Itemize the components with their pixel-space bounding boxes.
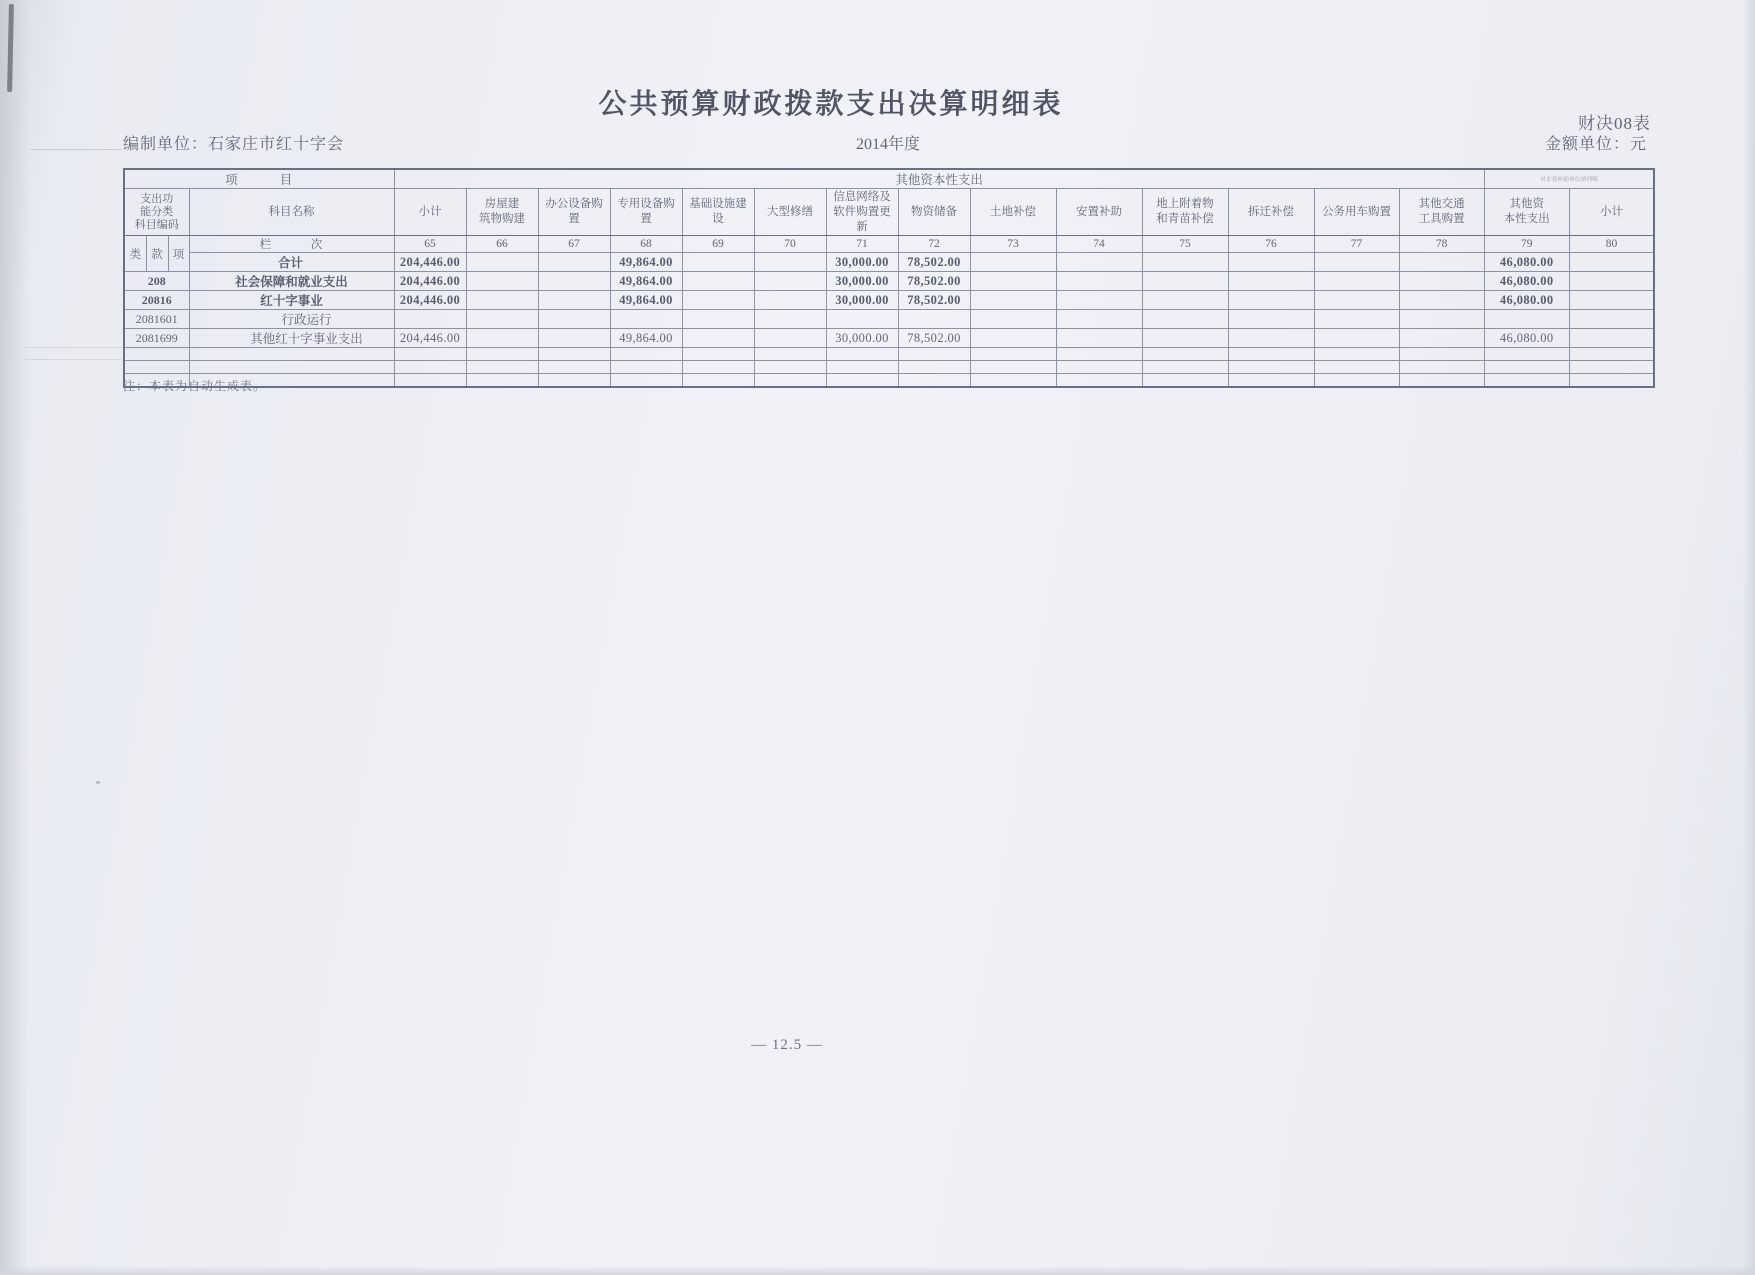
value-cell-73 xyxy=(970,348,1056,361)
value-cell-65 xyxy=(394,310,466,329)
column-index-72: 72 xyxy=(898,236,970,253)
column-index-68: 68 xyxy=(610,236,682,253)
row-code-cell xyxy=(124,348,189,361)
value-cell-78 xyxy=(1399,361,1484,374)
value-cell-68 xyxy=(610,374,682,387)
column-index-74: 74 xyxy=(1056,236,1142,253)
value-cell-66 xyxy=(466,291,538,310)
value-cell-76 xyxy=(1228,361,1314,374)
value-cell-71: 30,000.00 xyxy=(826,253,898,272)
value-cell-76 xyxy=(1228,310,1314,329)
group-header-cell: 其他资本性支出 xyxy=(394,169,1484,189)
row-code-cell: 2081699 xyxy=(124,329,189,348)
value-cell-77 xyxy=(1314,329,1399,348)
column-header-78: 其他交通 工具购置 xyxy=(1399,189,1484,236)
value-cell-79: 46,080.00 xyxy=(1484,329,1569,348)
value-cell-67 xyxy=(538,272,610,291)
scan-artifact-line xyxy=(25,359,122,360)
value-cell-79: 46,080.00 xyxy=(1484,272,1569,291)
value-cell-65 xyxy=(394,348,466,361)
corner-note-cell xyxy=(1484,169,1654,189)
table-row xyxy=(124,272,1654,291)
scan-edge-shadow-left xyxy=(0,0,30,1275)
column-header-76: 拆迁补偿 xyxy=(1228,189,1314,236)
empty-row xyxy=(124,374,1654,387)
value-cell-69 xyxy=(682,361,754,374)
value-cell-71 xyxy=(826,310,898,329)
value-cell-70 xyxy=(754,310,826,329)
column-header-73: 土地补偿 xyxy=(970,189,1056,236)
value-cell-69 xyxy=(682,272,754,291)
value-cell-75 xyxy=(1142,272,1228,291)
value-cell-77 xyxy=(1314,348,1399,361)
value-cell-66 xyxy=(466,310,538,329)
form-code: 财决08表 xyxy=(1578,114,1651,133)
column-index-65: 65 xyxy=(394,236,466,253)
value-cell-72 xyxy=(898,348,970,361)
column-index-69: 69 xyxy=(682,236,754,253)
value-cell-67 xyxy=(538,348,610,361)
code-header-line: 科目编码 xyxy=(134,218,179,231)
value-cell-73 xyxy=(970,361,1056,374)
value-cell-70 xyxy=(754,348,826,361)
column-index-77: 77 xyxy=(1314,236,1399,253)
value-cell-78 xyxy=(1399,272,1484,291)
value-cell-72: 78,502.00 xyxy=(898,329,970,348)
value-cell-67 xyxy=(538,361,610,374)
value-cell-69 xyxy=(682,310,754,329)
value-cell-66 xyxy=(466,374,538,387)
value-cell-68: 49,864.00 xyxy=(610,272,682,291)
value-cell-65: 204,446.00 xyxy=(394,329,466,348)
value-cell-78 xyxy=(1399,348,1484,361)
value-cell-73 xyxy=(970,272,1056,291)
value-cell-79 xyxy=(1484,374,1569,387)
value-cell-77 xyxy=(1314,291,1399,310)
value-cell-77 xyxy=(1314,310,1399,329)
code-header-line: 能分类 xyxy=(140,205,174,218)
row-name-cell: 红十字事业 xyxy=(189,291,394,310)
code-header-cell xyxy=(124,189,189,236)
value-cell-76 xyxy=(1228,253,1314,272)
value-cell-72: 78,502.00 xyxy=(898,253,970,272)
value-cell-72 xyxy=(898,361,970,374)
value-cell-75 xyxy=(1142,374,1228,387)
row-name-cell: 行政运行 xyxy=(189,310,394,329)
value-cell-77 xyxy=(1314,253,1399,272)
value-cell-68: 49,864.00 xyxy=(610,291,682,310)
value-cell-70 xyxy=(754,253,826,272)
column-header-65: 小计 xyxy=(394,189,466,236)
row-code-cell: 208 xyxy=(124,272,189,291)
value-cell-71: 30,000.00 xyxy=(826,329,898,348)
value-cell-75 xyxy=(1142,361,1228,374)
value-cell-75 xyxy=(1142,329,1228,348)
expenditure-detail-table xyxy=(123,168,1655,388)
column-header-75: 地上附着物 和青苗补偿 xyxy=(1142,189,1228,236)
value-cell-70 xyxy=(754,272,826,291)
value-cell-68: 49,864.00 xyxy=(610,253,682,272)
value-cell-69 xyxy=(682,348,754,361)
table-row xyxy=(124,329,1654,348)
value-cell-67 xyxy=(538,310,610,329)
value-cell-78 xyxy=(1399,310,1484,329)
value-cell-69 xyxy=(682,374,754,387)
value-cell-76 xyxy=(1228,272,1314,291)
value-cell-76 xyxy=(1228,329,1314,348)
value-cell-74 xyxy=(1056,374,1142,387)
table-row xyxy=(124,291,1654,310)
value-cell-73 xyxy=(970,253,1056,272)
value-cell-71 xyxy=(826,374,898,387)
column-index-70: 70 xyxy=(754,236,826,253)
column-index-row xyxy=(124,236,1654,253)
value-cell-70 xyxy=(754,374,826,387)
value-cell-73 xyxy=(970,374,1056,387)
value-cell-67 xyxy=(538,291,610,310)
value-cell-71 xyxy=(826,361,898,374)
empty-row xyxy=(124,348,1654,361)
row-code-cell: 20816 xyxy=(124,291,189,310)
value-cell-65: 204,446.00 xyxy=(394,291,466,310)
value-cell-68: 49,864.00 xyxy=(610,329,682,348)
value-cell-80 xyxy=(1569,348,1654,361)
value-cell-71: 30,000.00 xyxy=(826,291,898,310)
value-cell-76 xyxy=(1228,348,1314,361)
row-code-cell xyxy=(124,361,189,374)
value-cell-79 xyxy=(1484,361,1569,374)
subject-header-cell: 科目名称 xyxy=(189,189,394,236)
prepared-by: 编制单位：石家庄市红十字会 xyxy=(123,136,345,153)
value-cell-75 xyxy=(1142,310,1228,329)
scan-artifact-line xyxy=(30,149,122,150)
value-cell-65: 204,446.00 xyxy=(394,253,466,272)
code-subcol-kuan: 款 xyxy=(146,236,168,272)
code-subcol-xiang: 项 xyxy=(168,236,189,272)
value-cell-74 xyxy=(1056,310,1142,329)
value-cell-75 xyxy=(1142,253,1228,272)
value-cell-78 xyxy=(1399,253,1484,272)
value-cell-69 xyxy=(682,253,754,272)
value-cell-73 xyxy=(970,329,1056,348)
value-cell-77 xyxy=(1314,374,1399,387)
scan-edge-shadow-bottom xyxy=(0,1266,1755,1275)
value-cell-68 xyxy=(610,310,682,329)
column-header-79: 其他资 本性支出 xyxy=(1484,189,1569,236)
value-cell-79 xyxy=(1484,348,1569,361)
code-header-line: 支出功 xyxy=(140,192,174,205)
corner-note-text: 对企业补助单位填列略 xyxy=(1539,176,1598,183)
value-cell-75 xyxy=(1142,291,1228,310)
value-cell-80 xyxy=(1569,272,1654,291)
value-cell-68 xyxy=(610,361,682,374)
value-cell-74 xyxy=(1056,329,1142,348)
table-footnote: 注：本表为自动生成表。 xyxy=(123,379,267,393)
column-header-67: 办公设备购置 xyxy=(538,189,610,236)
value-cell-79: 46,080.00 xyxy=(1484,253,1569,272)
column-header-68: 专用设备购置 xyxy=(610,189,682,236)
value-cell-67 xyxy=(538,253,610,272)
value-cell-79: 46,080.00 xyxy=(1484,291,1569,310)
value-cell-80 xyxy=(1569,291,1654,310)
scan-artifact-line xyxy=(25,347,122,348)
value-cell-75 xyxy=(1142,348,1228,361)
value-cell-66 xyxy=(466,361,538,374)
value-cell-79 xyxy=(1484,310,1569,329)
value-cell-66 xyxy=(466,329,538,348)
column-index-79: 79 xyxy=(1484,236,1569,253)
column-header-69: 基础设施建设 xyxy=(682,189,754,236)
column-header-71: 信息网络及 软件购置更新 xyxy=(826,189,898,236)
value-cell-74 xyxy=(1056,291,1142,310)
value-cell-70 xyxy=(754,291,826,310)
column-header-row xyxy=(124,189,1654,236)
column-index-76: 76 xyxy=(1228,236,1314,253)
value-cell-80 xyxy=(1569,329,1654,348)
value-cell-80 xyxy=(1569,253,1654,272)
table-group-header-row xyxy=(124,169,1654,189)
value-cell-70 xyxy=(754,329,826,348)
row-name-cell xyxy=(189,361,394,374)
item-header-cell: 项 目 xyxy=(124,169,394,189)
total-row xyxy=(124,253,1654,272)
row-name-cell: 合计 xyxy=(189,253,394,272)
value-cell-80 xyxy=(1569,361,1654,374)
value-cell-78 xyxy=(1399,374,1484,387)
value-cell-77 xyxy=(1314,361,1399,374)
value-cell-78 xyxy=(1399,329,1484,348)
column-header-72: 物资储备 xyxy=(898,189,970,236)
code-subcol-lei: 类 xyxy=(124,236,146,272)
column-header-80: 小计 xyxy=(1569,189,1654,236)
value-cell-72: 78,502.00 xyxy=(898,291,970,310)
value-cell-72 xyxy=(898,310,970,329)
value-cell-74 xyxy=(1056,348,1142,361)
value-cell-74 xyxy=(1056,361,1142,374)
value-cell-71 xyxy=(826,348,898,361)
value-cell-73 xyxy=(970,310,1056,329)
value-cell-80 xyxy=(1569,374,1654,387)
value-cell-67 xyxy=(538,374,610,387)
value-cell-66 xyxy=(466,348,538,361)
column-index-78: 78 xyxy=(1399,236,1484,253)
value-cell-74 xyxy=(1056,253,1142,272)
value-cell-65 xyxy=(394,374,466,387)
column-header-77: 公务用车购置 xyxy=(1314,189,1399,236)
table-row xyxy=(124,310,1654,329)
scan-edge-shadow-right xyxy=(1743,0,1755,1275)
column-header-74: 安置补助 xyxy=(1056,189,1142,236)
column-index-71: 71 xyxy=(826,236,898,253)
value-cell-69 xyxy=(682,329,754,348)
value-cell-67 xyxy=(538,329,610,348)
value-cell-65: 204,446.00 xyxy=(394,272,466,291)
value-cell-65 xyxy=(394,361,466,374)
row-code-cell: 2081601 xyxy=(124,310,189,329)
row-name-cell xyxy=(189,348,394,361)
value-cell-76 xyxy=(1228,374,1314,387)
value-cell-76 xyxy=(1228,291,1314,310)
row-name-cell: 其他红十字事业支出 xyxy=(189,329,394,348)
value-cell-72 xyxy=(898,374,970,387)
value-cell-80 xyxy=(1569,310,1654,329)
column-index-66: 66 xyxy=(466,236,538,253)
column-index-label: 栏 次 xyxy=(189,236,394,253)
value-cell-74 xyxy=(1056,272,1142,291)
value-cell-70 xyxy=(754,361,826,374)
amount-unit: 金额单位：元 xyxy=(1545,136,1648,153)
page-number: — 12.5 — xyxy=(751,1037,823,1053)
value-cell-71: 30,000.00 xyxy=(826,272,898,291)
column-index-80: 80 xyxy=(1569,236,1654,253)
column-header-70: 大型修缮 xyxy=(754,189,826,236)
value-cell-77 xyxy=(1314,272,1399,291)
value-cell-72: 78,502.00 xyxy=(898,272,970,291)
value-cell-73 xyxy=(970,291,1056,310)
document-title: 公共预算财政拨款支出决算明细表 xyxy=(598,88,1064,119)
column-index-75: 75 xyxy=(1142,236,1228,253)
value-cell-69 xyxy=(682,291,754,310)
row-name-cell: 社会保障和就业支出 xyxy=(189,272,394,291)
value-cell-66 xyxy=(466,253,538,272)
column-header-66: 房屋建 筑物购建 xyxy=(466,189,538,236)
column-index-67: 67 xyxy=(538,236,610,253)
value-cell-78 xyxy=(1399,291,1484,310)
fiscal-year: 2014年度 xyxy=(855,136,920,153)
value-cell-66 xyxy=(466,272,538,291)
scan-artifact-speck xyxy=(96,781,100,784)
column-index-73: 73 xyxy=(970,236,1056,253)
empty-row xyxy=(124,361,1654,374)
value-cell-68 xyxy=(610,348,682,361)
